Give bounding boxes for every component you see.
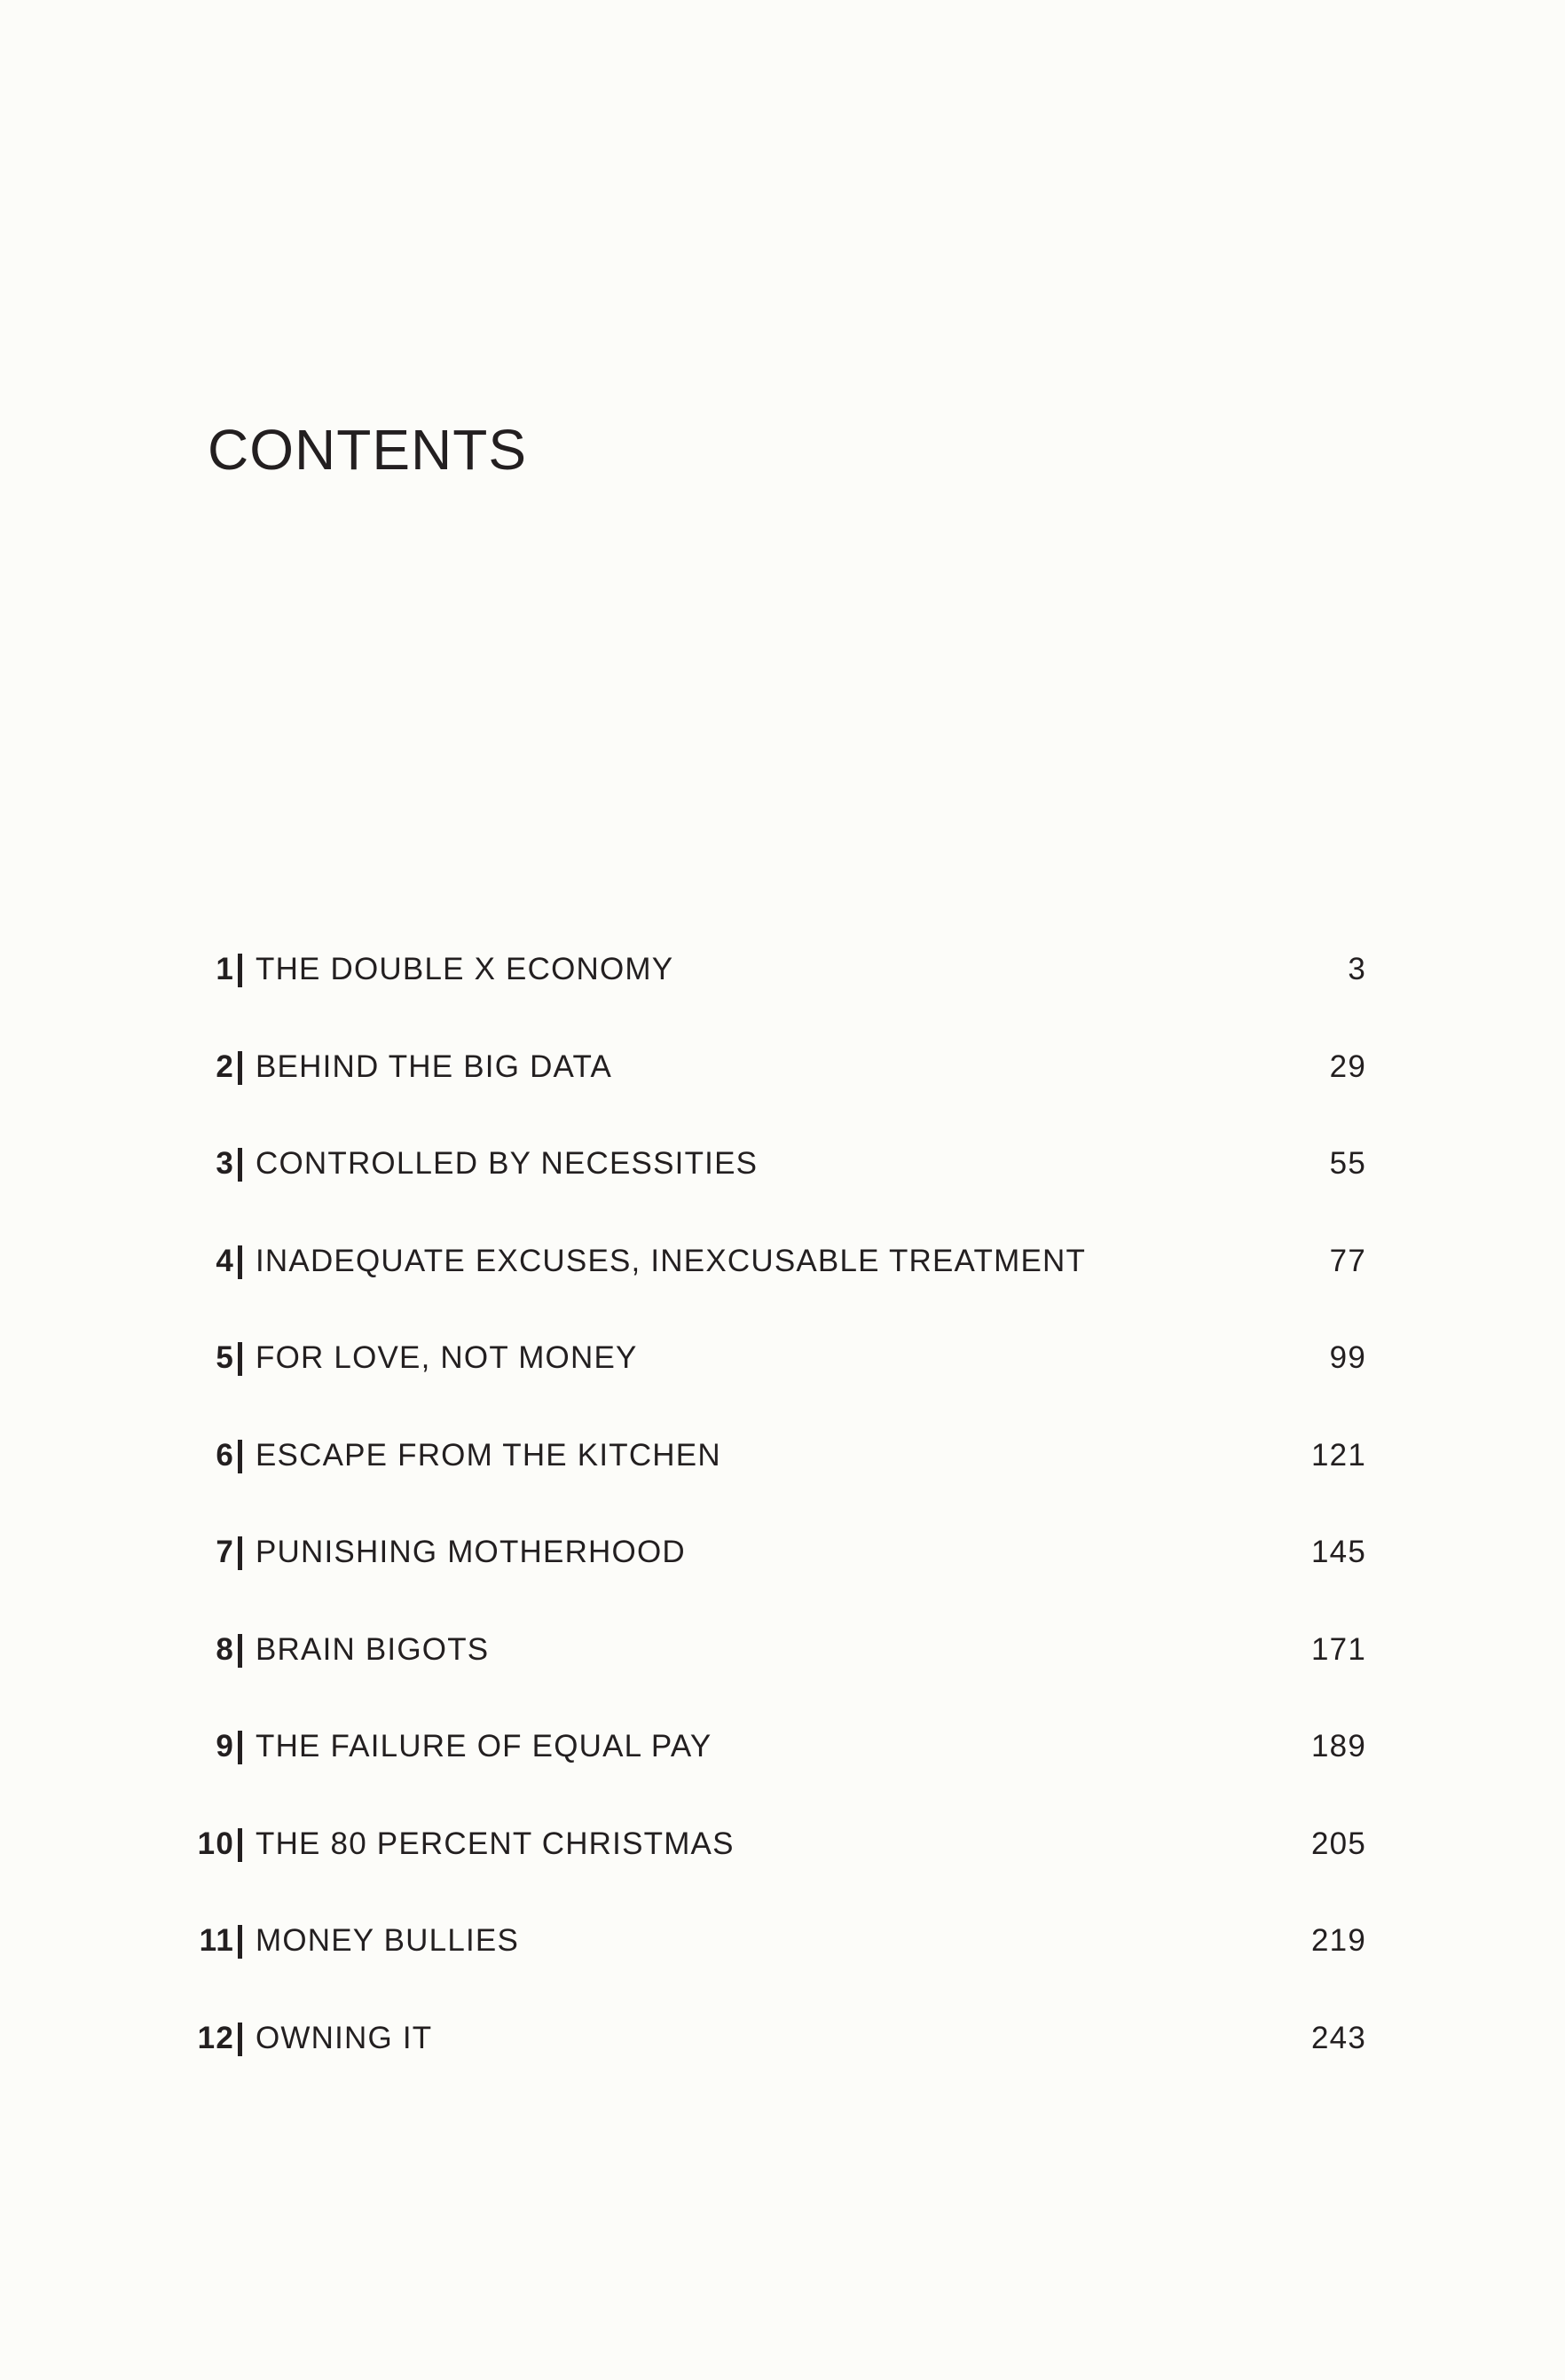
toc-entry: [0, 1340, 1565, 1438]
chapter-number: 7: [216, 1535, 234, 1569]
toc-entry: [0, 952, 1565, 1049]
page-number: 145: [1311, 1535, 1366, 1569]
page-number: 219: [1311, 1923, 1366, 1958]
page-number: 243: [1311, 2020, 1366, 2055]
chapter-title: FOR LOVE, NOT MONEY: [256, 1340, 638, 1375]
chapter-number: 10: [197, 1826, 234, 1861]
page-number: 77: [1329, 1243, 1366, 1278]
chapter-number: 4: [216, 1243, 234, 1278]
chapter-number: 5: [216, 1340, 234, 1375]
chapter-number: 2: [216, 1049, 234, 1084]
chapter-title: BEHIND THE BIG DATA: [256, 1049, 613, 1084]
chapter-title: INADEQUATE EXCUSES, INEXCUSABLE TREATMENT: [256, 1243, 1087, 1278]
chapter-number: 1: [216, 952, 234, 986]
page-number: 3: [1348, 952, 1366, 986]
toc-entry: [0, 1632, 1565, 1730]
chapter-title: THE 80 PERCENT CHRISTMAS: [256, 1826, 735, 1861]
separator-bar: [238, 1634, 242, 1668]
chapter-title: OWNING IT: [256, 2020, 433, 2055]
chapter-title: ESCAPE FROM THE KITCHEN: [256, 1437, 721, 1473]
separator-bar: [238, 1536, 242, 1570]
separator-bar: [238, 1731, 242, 1764]
page-number: 29: [1329, 1049, 1366, 1084]
separator-bar: [238, 1440, 242, 1473]
chapter-number: 8: [216, 1631, 234, 1667]
toc-entry: [0, 1535, 1565, 1632]
toc-entry: [0, 1049, 1565, 1147]
separator-bar: [238, 1051, 242, 1085]
toc-entry: [0, 1244, 1565, 1341]
page-number: 121: [1311, 1437, 1366, 1473]
separator-bar: [238, 1148, 242, 1182]
toc-entry: [0, 1146, 1565, 1244]
separator-bar: [238, 954, 242, 987]
page-number: 189: [1311, 1729, 1366, 1763]
separator-bar: [238, 2023, 242, 2056]
page-number: 99: [1329, 1340, 1366, 1375]
chapter-title: THE FAILURE OF EQUAL PAY: [256, 1729, 712, 1763]
chapter-title: MONEY BULLIES: [256, 1923, 520, 1958]
toc-entry: [0, 1923, 1565, 2021]
table-of-contents: [0, 952, 1565, 2117]
separator-bar: [238, 1925, 242, 1959]
chapter-title: BRAIN BIGOTS: [256, 1631, 490, 1667]
toc-entry: [0, 1826, 1565, 1924]
toc-entry: [0, 1729, 1565, 1826]
page-number: 205: [1311, 1826, 1366, 1861]
page-number: 55: [1329, 1146, 1366, 1181]
toc-entry: [0, 1438, 1565, 1536]
chapter-title: CONTROLLED BY NECESSITIES: [256, 1146, 759, 1181]
chapter-number: 6: [216, 1437, 234, 1473]
chapter-number: 12: [197, 2020, 234, 2055]
chapter-title: PUNISHING MOTHERHOOD: [256, 1535, 686, 1569]
page-title: CONTENTS: [208, 418, 527, 482]
chapter-number: 11: [199, 1923, 234, 1958]
separator-bar: [238, 1245, 242, 1279]
chapter-title: THE DOUBLE X ECONOMY: [256, 952, 674, 986]
page-number: 171: [1311, 1631, 1366, 1667]
separator-bar: [238, 1342, 242, 1376]
chapter-number: 3: [216, 1146, 234, 1181]
separator-bar: [238, 1828, 242, 1862]
toc-entry: [0, 2021, 1565, 2118]
chapter-number: 9: [216, 1729, 234, 1763]
